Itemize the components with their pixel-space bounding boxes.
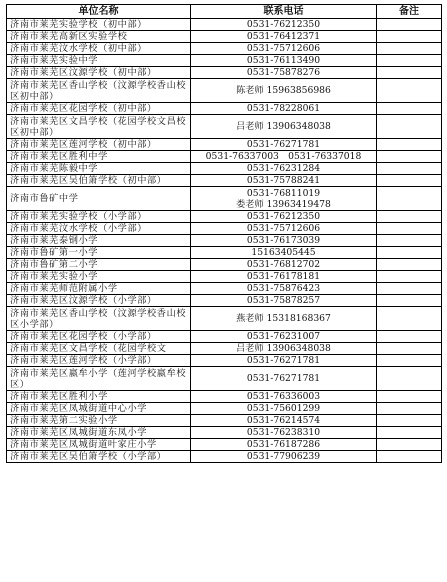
phone-cell: [191, 427, 377, 439]
unit-name-cell: 济南市莱芜区吴伯箫学校（初中部）: [7, 175, 191, 187]
unit-name-cell: 济南市莱芜区莲河学校（小学部）: [7, 355, 191, 367]
unit-name-cell: 济南市莱芜区吴伯箫学校（小学部）: [7, 451, 191, 463]
table-row: [7, 307, 442, 331]
remarks-cell: [377, 103, 442, 115]
phone-number: 0531-75878276: [246, 67, 321, 78]
phone-cell: [191, 19, 377, 31]
phone-number: 0531-76812702: [246, 259, 321, 270]
remarks-cell: [377, 187, 442, 211]
remarks-cell: [377, 139, 442, 151]
table-row: [7, 235, 442, 247]
remarks-cell: [377, 331, 442, 343]
phone-cell: [191, 187, 377, 211]
phone-number: 0531-78228061: [246, 103, 321, 114]
remarks-cell: [377, 163, 442, 175]
table-body: [7, 19, 442, 463]
phone-cell: [191, 271, 377, 283]
remarks-cell: [377, 355, 442, 367]
phone-cell: [191, 223, 377, 235]
unit-name-cell: 济南市莱芜实验学校（小学部）: [7, 211, 191, 223]
unit-name-cell: 济南市鲁矿第二小学: [7, 259, 191, 271]
unit-name-cell: 济南市莱芜区花园学校（初中部）: [7, 103, 191, 115]
unit-name-cell: 济南市莱芜汶水学校（小学部）: [7, 223, 191, 235]
phone-cell: [191, 43, 377, 55]
remarks-cell: [377, 427, 442, 439]
remarks-cell: [377, 175, 442, 187]
table-row: [7, 19, 442, 31]
unit-name-cell: 济南市莱芜实验小学: [7, 271, 191, 283]
unit-name-cell: 济南市莱芜高新区实验学校: [7, 31, 191, 43]
phone-cell: [191, 415, 377, 427]
table-row: [7, 139, 442, 151]
phone-number: 15163405445: [251, 247, 316, 258]
unit-name-cell: 济南市莱芜泰钢小学: [7, 235, 191, 247]
phone-number: 0531-76336003: [246, 391, 321, 402]
phone-number: 0531-76113490: [246, 55, 321, 66]
table-row: [7, 175, 442, 187]
unit-name-cell: 济南市莱芜区汶源学校（小学部）: [7, 295, 191, 307]
unit-name-cell: 济南市莱芜区汶源学校（初中部）: [7, 67, 191, 79]
table-row: [7, 247, 442, 259]
phone-cell: [191, 295, 377, 307]
phone-cell: [191, 103, 377, 115]
phone-number: 0531-76271781: [246, 355, 321, 366]
table-row: [7, 283, 442, 295]
table-row: [7, 439, 442, 451]
phone-number: 0531-76187286: [246, 439, 321, 450]
contact-table: [6, 4, 442, 463]
header-contact-phone: 联系电话: [191, 5, 377, 19]
phone-cell: [191, 343, 377, 355]
remarks-cell: [377, 307, 442, 331]
table-row: [7, 211, 442, 223]
remarks-cell: [377, 223, 442, 235]
table-row: [7, 115, 442, 139]
table-row: [7, 31, 442, 43]
remarks-cell: [377, 403, 442, 415]
unit-name-cell: 济南市莱芜区凤城街道东凤小学: [7, 427, 191, 439]
table-row: [7, 343, 442, 355]
phone-number: 0531-76271781: [246, 373, 321, 384]
phone-number: 0531-75876423: [246, 283, 321, 294]
phone-cell: [191, 283, 377, 295]
phone-number: 0531-75601299: [246, 403, 321, 414]
phone-number: 0531-75712606: [246, 43, 321, 54]
unit-name-cell: 济南市莱芜区香山学校（汶源学校香山校区小学部）: [7, 307, 191, 331]
remarks-cell: [377, 43, 442, 55]
table-row: [7, 391, 442, 403]
unit-name-cell: 济南市莱芜陈毅中学: [7, 163, 191, 175]
table-row: [7, 67, 442, 79]
table-row: [7, 451, 442, 463]
unit-name-cell: 济南市莱芜区凤城街道叶家庄小学: [7, 439, 191, 451]
phone-number: 0531-76271781: [246, 139, 321, 150]
table-row: [7, 427, 442, 439]
remarks-cell: [377, 415, 442, 427]
table-row: [7, 187, 442, 211]
remarks-cell: [377, 115, 442, 139]
table-row: [7, 55, 442, 67]
phone-number: 0531-76212350: [246, 211, 321, 222]
table-row: [7, 79, 442, 103]
remarks-cell: [377, 295, 442, 307]
table-row: [7, 163, 442, 175]
header-remarks: 备注: [377, 5, 442, 19]
phone-cell: [191, 55, 377, 67]
phone-cell: [191, 367, 377, 391]
phone-cell: [191, 247, 377, 259]
unit-name-cell: 济南市莱芜实验学校（初中部）: [7, 19, 191, 31]
unit-name-cell: 济南市莱芜区花园学校（小学部）: [7, 331, 191, 343]
table-header-row: [7, 5, 442, 19]
phone-number: 娄老师 13963419478: [236, 198, 331, 210]
phone-number: 0531-76231284: [246, 163, 321, 174]
phone-cell: [191, 163, 377, 175]
remarks-cell: [377, 439, 442, 451]
phone-number: 0531-76214574: [246, 415, 321, 426]
table-row: [7, 367, 442, 391]
remarks-cell: [377, 247, 442, 259]
phone-number: 0531-76212350: [246, 19, 321, 30]
phone-cell: [191, 235, 377, 247]
table-row: [7, 415, 442, 427]
remarks-cell: [377, 151, 442, 163]
phone-number: 0531-76178181: [246, 271, 321, 282]
remarks-cell: [377, 19, 442, 31]
table-row: [7, 259, 442, 271]
unit-name-cell: 济南市莱芜区香山学校（汶源学校香山校区初中部）: [7, 79, 191, 103]
unit-name-cell: 济南市莱芜师范附属小学: [7, 283, 191, 295]
unit-name-cell: 济南市莱芜实验中学: [7, 55, 191, 67]
table-row: [7, 403, 442, 415]
remarks-cell: [377, 343, 442, 355]
remarks-cell: [377, 211, 442, 223]
remarks-cell: [377, 79, 442, 103]
remarks-cell: [377, 31, 442, 43]
remarks-cell: [377, 391, 442, 403]
remarks-cell: [377, 55, 442, 67]
unit-name-cell: 济南市莱芜区嬴牟小学（莲河学校嬴牟校区）: [7, 367, 191, 391]
phone-number: 0531-76412371: [246, 31, 321, 42]
phone-number: 0531-76811019: [246, 187, 321, 199]
phone-cell: [191, 259, 377, 271]
remarks-cell: [377, 67, 442, 79]
unit-name-cell: 济南市莱芜区胜利中学: [7, 151, 191, 163]
phone-cell: [191, 115, 377, 139]
phone-cell: [191, 403, 377, 415]
table-row: [7, 103, 442, 115]
unit-name-cell: 济南市莱芜区凤城街道中心小学: [7, 403, 191, 415]
table-row: [7, 271, 442, 283]
unit-name-cell: 济南市莱芜第二实验小学: [7, 415, 191, 427]
table-row: [7, 151, 442, 163]
unit-name-cell: 济南市鲁矿第一小学: [7, 247, 191, 259]
table-row: [7, 355, 442, 367]
phone-number: 0531-75712606: [246, 223, 321, 234]
unit-name-cell: 济南市莱芜区文昌学校（花园学校文昌校区初中部）: [7, 115, 191, 139]
phone-cell: [191, 331, 377, 343]
table-row: [7, 331, 442, 343]
phone-number: 吕老师 13906348038: [236, 121, 331, 132]
phone-cell: [191, 175, 377, 187]
table-row: [7, 295, 442, 307]
phone-cell: [191, 31, 377, 43]
phone-number: 0531-75878257: [246, 295, 321, 306]
phone-cell: [191, 307, 377, 331]
unit-name-cell: 济南市莱芜区胜利小学: [7, 391, 191, 403]
phone-cell: [191, 79, 377, 103]
phone-cell: [191, 139, 377, 151]
unit-name-cell: 济南市鲁矿中学: [7, 187, 191, 211]
phone-number: 0531-76231007: [246, 331, 321, 342]
phone-cell: [191, 211, 377, 223]
phone-number: 0531-76238310: [246, 427, 321, 438]
phone-cell: [191, 67, 377, 79]
table-row: [7, 223, 442, 235]
table-row: [7, 43, 442, 55]
unit-name-cell: 济南市莱芜汶水学校（初中部）: [7, 43, 191, 55]
phone-cell: [191, 151, 377, 163]
remarks-cell: [377, 259, 442, 271]
phone-number: 吕老师 13906348038: [236, 343, 331, 354]
phone-number: 0531-76337003 0531-76337018: [205, 151, 362, 162]
phone-cell: [191, 439, 377, 451]
remarks-cell: [377, 235, 442, 247]
phone-cell: [191, 451, 377, 463]
phone-number: 0531-77906239: [246, 451, 321, 462]
unit-name-cell: 济南市莱芜区莲河学校（初中部）: [7, 139, 191, 151]
remarks-cell: [377, 283, 442, 295]
phone-number: 陈老师 15963856986: [236, 85, 331, 96]
header-unit-name: 单位名称: [7, 5, 191, 19]
phone-cell: [191, 391, 377, 403]
remarks-cell: [377, 451, 442, 463]
phone-number: 0531-76173039: [246, 235, 321, 246]
unit-name-cell: 济南市莱芜区文昌学校（花园学校文: [7, 343, 191, 355]
remarks-cell: [377, 367, 442, 391]
phone-cell: [191, 355, 377, 367]
phone-number: 0531-75788241: [246, 175, 321, 186]
phone-number: 燕老师 15318168367: [236, 313, 331, 324]
remarks-cell: [377, 271, 442, 283]
